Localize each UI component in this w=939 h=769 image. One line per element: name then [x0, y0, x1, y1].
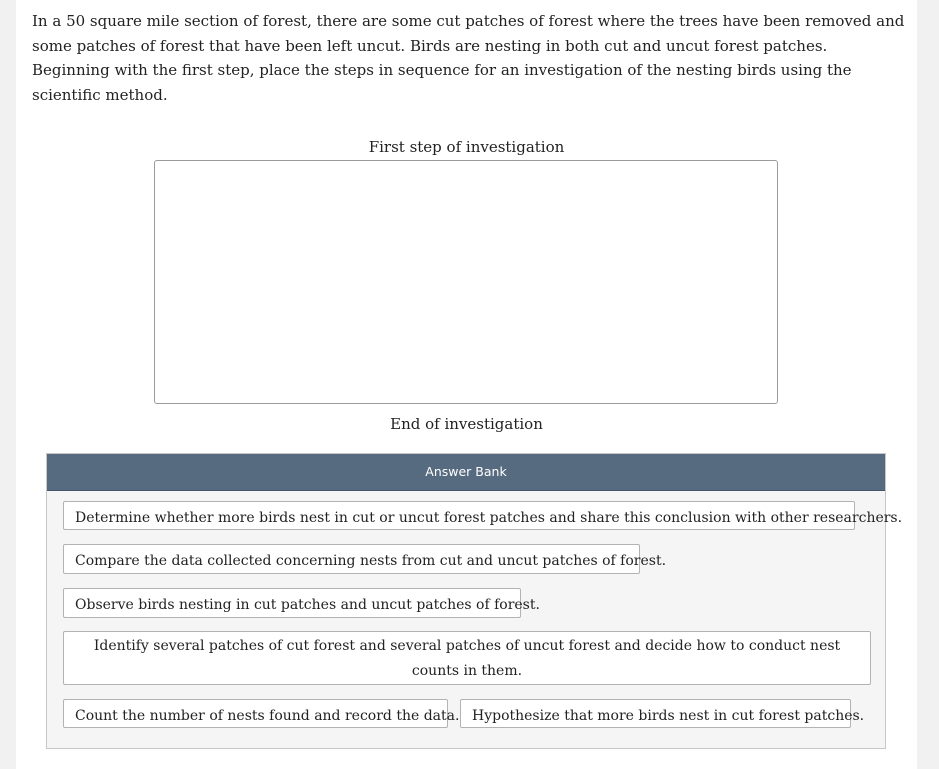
- end-step-label: End of investigation: [390, 415, 543, 433]
- answer-card-experiment-design[interactable]: Identify several patches of cut forest and several patches of uncut forest and decide how to conduct nest counts in them.: [63, 631, 871, 685]
- answer-bank: [46, 453, 903, 749]
- answer-card-hypothesis[interactable]: Hypothesize that more birds nest in cut forest patches.: [460, 699, 851, 728]
- answer-card-analyze[interactable]: Compare the data collected concerning nests from cut and uncut patches of forest.: [63, 544, 640, 574]
- question-page: [16, 0, 917, 769]
- answer-card-conclusion[interactable]: Determine whether more birds nest in cut or uncut forest patches and share this conclusion with other researchers.: [63, 501, 855, 530]
- answer-card-collect-data[interactable]: Count the number of nests found and record the data.: [63, 699, 448, 728]
- answer-bank-title: Answer Bank: [47, 454, 885, 491]
- question-text: In a 50 square mile section of forest, there are some cut patches of forest where the trees have been removed and some patches of forest that have been left uncut. Birds are nesting in both cut and uncut forest patches. Beginning with the first step, place the steps in sequence for an investigation of the nesting birds using the scientific method.: [32, 12, 905, 104]
- sequence-drop-zone[interactable]: [154, 160, 778, 404]
- first-step-label: First step of investigation: [368, 138, 565, 156]
- answer-card-observe[interactable]: Observe birds nesting in cut patches and uncut patches of forest.: [63, 588, 521, 618]
